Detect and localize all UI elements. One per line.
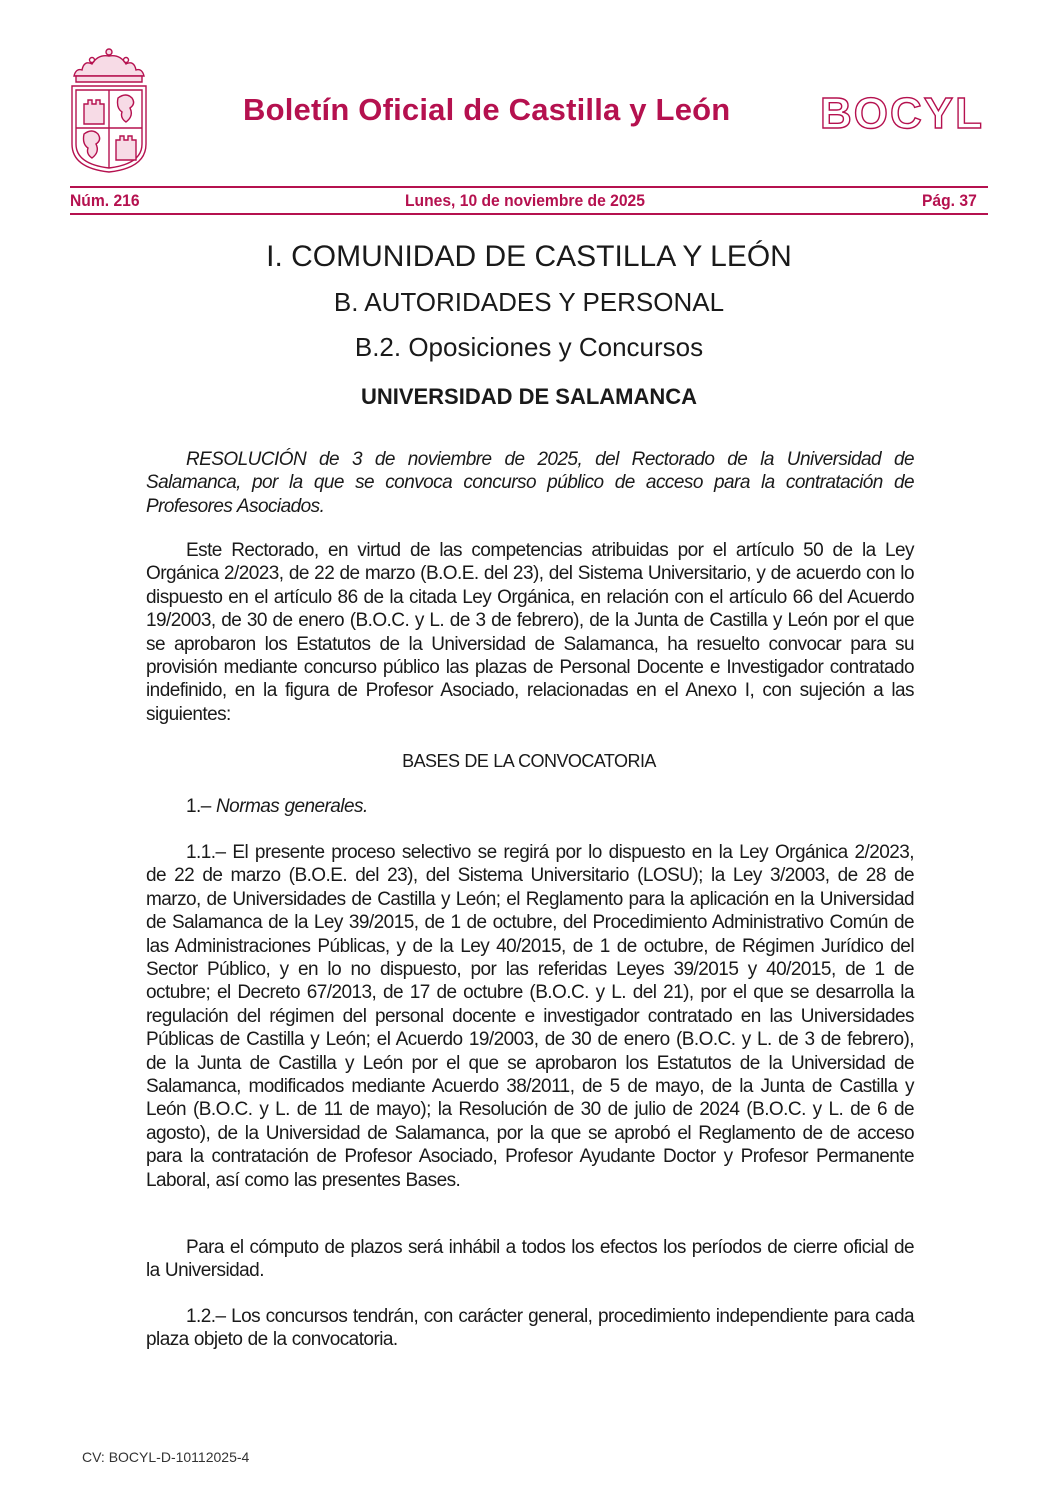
bulletin-title: Boletín Oficial de Castilla y León [243, 92, 731, 127]
paragraph-plazos [146, 1236, 914, 1283]
paragraph-1-1-text: 1.1.– El presente proceso selectivo se regirá por lo dispuesto en la Ley Orgánica 2/2023, de 22 de marzo (B.O.E. del 23), del Sistema Universitario (LOSU); la Ley 3/2003, de 28 de marzo, de Universidades de Castilla y León; el Reglamento para la aplicación en la Universidad de Salamanca de la Ley 39/2015, de 1 de octubre, del Procedimiento Administrativo Común de las Administraciones Públicas, y de la Ley 40/2015, de 1 de octubre, de Régimen Jurídico del Sector Público, y en lo no dispuesto, por las referidas Leyes 39/2015 y 40/2015, de 1 de octubre; el Decreto 67/2013, de 17 de octubre (B.O.C. y L. del 21), por el que se desarrolla la regulación del régimen del personal docente e investigador contratado en las Universidades Públicas de Castilla y León; el Acuerdo 19/2003, de 30 de enero (B.O.C. y L. de 3 de febrero), de la Junta de Castilla y León por el que se aprobaron los Estatutos de la Universidad de Salamanca, modificados mediante Acuerdo 38/2011, de 5 de mayo, de la Junta de Castilla y León (B.O.C. y L. de 11 de mayo); la Resolución de 30 de julio de 2024 (B.O.C. y L. de 6 de agosto), de la Universidad de Salamanca, por la que se aprobó el Reglamento de de acceso para la contratación de Profesor Asociado, Profesor Ayudante Doctor y Profesor Permanente Laboral, así como las presentes Bases. [146, 842, 914, 1191]
section-1-number: 1.– [186, 796, 211, 817]
paragraph-1-2-text: 1.2.– Los concursos tendrán, con carácter general, procedimiento independiente para cada plaza objeto de la convocatoria. [146, 1306, 914, 1351]
header-rule-top [70, 186, 988, 188]
issue-number: Núm. 216 [70, 191, 140, 210]
page-number: Pág. 37 [922, 191, 977, 210]
intro-text: Este Rectorado, en virtud de las competencias atribuidas por el artículo 50 de la Ley Orgánica 2/2023, de 22 de marzo (B.O.E. del 23), del Sistema Universitario, y de acuerdo con lo dispuesto en el artículo 86 de la citada Ley Orgánica, en relación con el artículo 66 del Acuerdo 19/2003, de 30 de enero (B.O.C. y L. de 3 de febrero), de la Junta de Castilla y León por el que se aprobaron los Estatutos de la Universidad de Salamanca, ha resuelto convocar para su provisión mediante concurso público las plazas de Personal Docente e Investigador contratado indefinido, en la figura de Profesor Asociado, relacionadas en el Anexo I, con sujeción a las siguientes: [146, 540, 914, 725]
resolution-summary [146, 448, 914, 518]
intro-paragraph [146, 539, 914, 726]
header-rule-bottom [70, 213, 988, 215]
bases-heading: BASES DE LA CONVOCATORIA [402, 751, 656, 771]
section-1-heading [146, 795, 914, 818]
section-level-3: B.2. Oposiciones y Concursos [354, 332, 704, 362]
resolution-text: RESOLUCIÓN de 3 de noviembre de 2025, del Rectorado de la Universidad de Salamanca, por la que se convoca concurso público de acceso para la contratación de Profesores Asociados. [146, 449, 914, 517]
issuer-heading: UNIVERSIDAD DE SALAMANCA [360, 384, 698, 409]
cv-code: CV: BOCYL-D-10112025-4 [82, 1449, 250, 1465]
issue-date: Lunes, 10 de noviembre de 2025 [405, 191, 645, 210]
section-level-2: B. AUTORIDADES Y PERSONAL [333, 287, 725, 317]
bocyl-logo-text: BOCYL [820, 90, 984, 134]
bocyl-logo [812, 90, 992, 134]
section-level-1: I. COMUNIDAD DE CASTILLA Y LEÓN [266, 240, 792, 273]
section-1-title: Normas generales. [216, 796, 368, 817]
paragraph-1-2 [146, 1305, 914, 1352]
coat-of-arms-icon [68, 46, 150, 174]
paragraph-1-1 [146, 841, 914, 1192]
paragraph-plazos-text: Para el cómputo de plazos será inhábil a todos los efectos los períodos de cierre oficial de la Universidad. [146, 1237, 914, 1282]
